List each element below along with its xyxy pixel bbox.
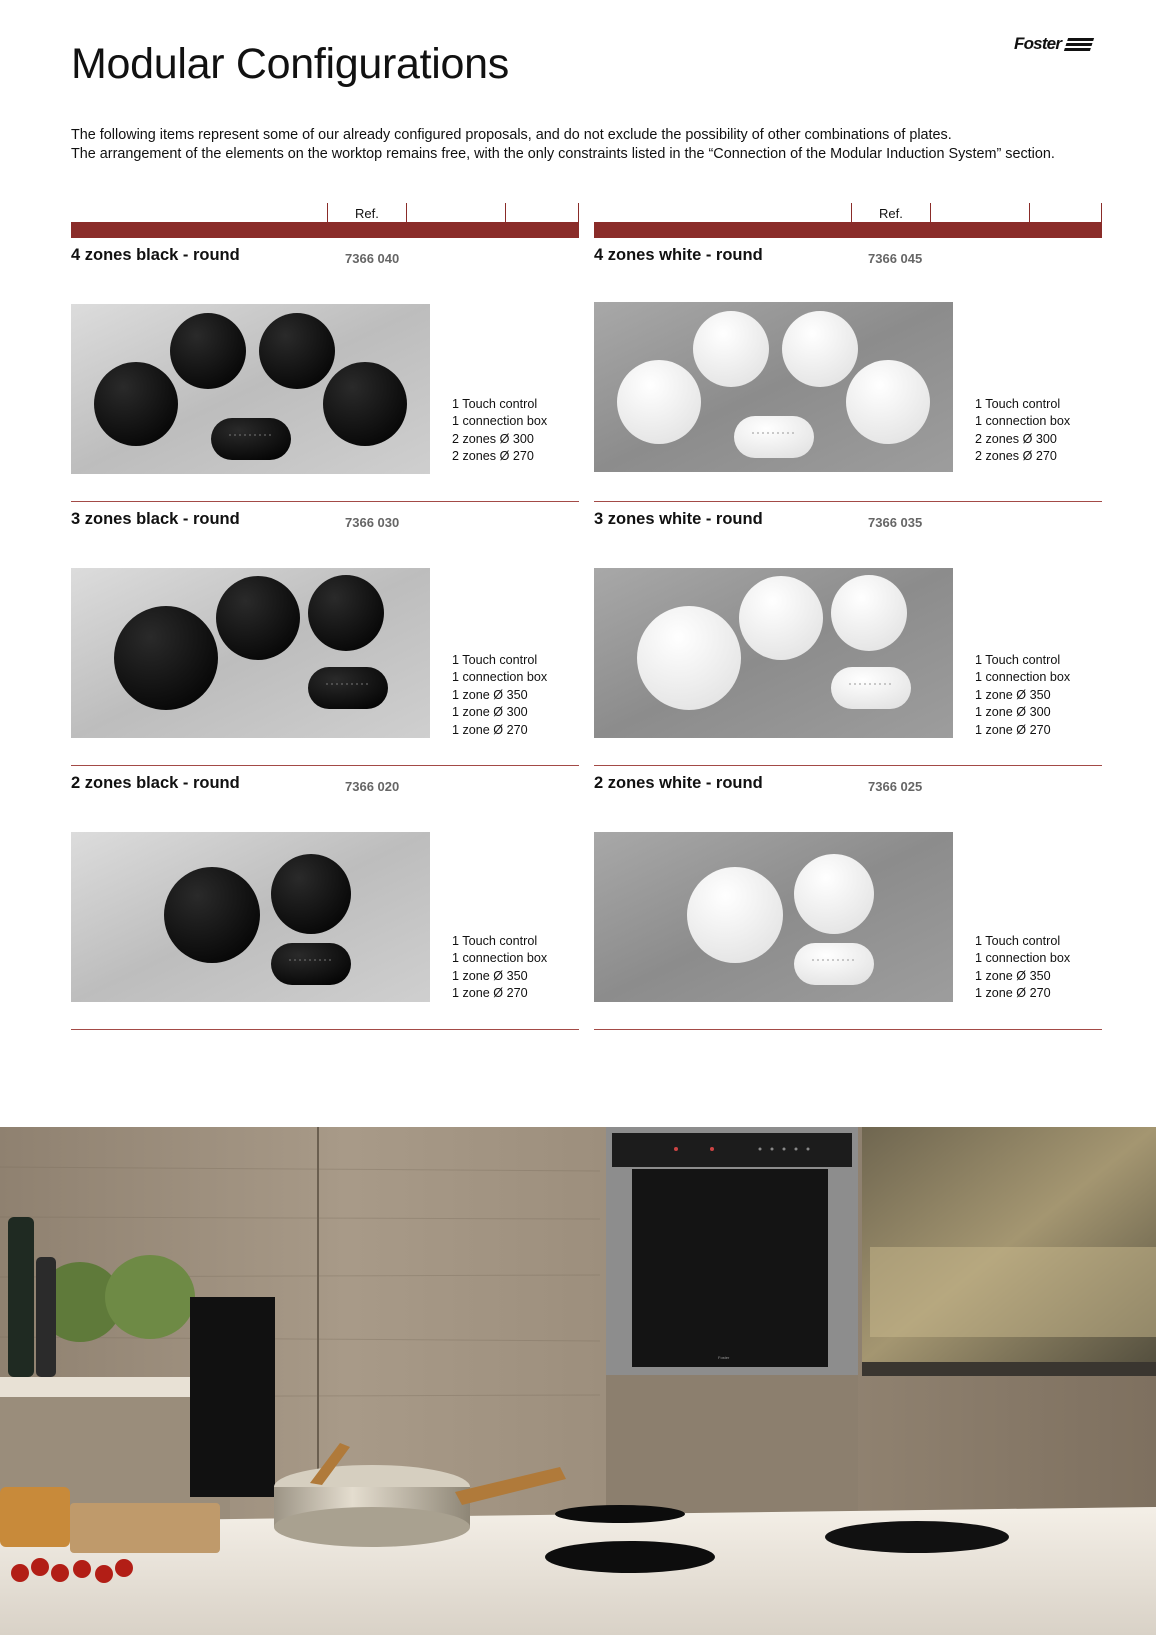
item-ref: 7366 020 [345,779,400,794]
spec-line: 1 connection box [452,414,548,429]
item-4-zones-white [594,238,1102,502]
item-specs [975,396,1070,466]
spec-line: 1 Touch control [452,934,538,948]
item-ref: 7366 025 [868,779,923,794]
hob-image-2-zones-white [594,832,953,1002]
item-name: 2 zones white - round [594,774,763,792]
spec-line: 2 zones Ø 270 [975,449,1057,464]
hob-image-3-zones-black [71,568,430,738]
right-column [594,200,1102,1030]
item-3-zones-white [594,502,1102,766]
oven-brand: Foster [718,1355,730,1360]
item-specs [975,652,1070,739]
spec-line: 1 zone Ø 270 [975,986,1051,1001]
item-ref: 7366 045 [868,251,923,266]
spec-line: 2 zones Ø 300 [975,431,1057,446]
item-2-zones-black [71,766,579,1030]
item-ref: 7366 030 [345,515,400,530]
item-ref: 7366 040 [345,251,400,266]
item-specs [452,933,547,1003]
header-bar [594,222,1102,238]
item-specs [975,933,1070,1003]
brand-logo [1014,34,1092,54]
item-4-zones-black [71,238,579,502]
item-3-zones-black [71,502,579,766]
spec-line: 2 zones Ø 270 [452,449,534,464]
ref-header: Ref. [879,206,903,221]
hob-image-3-zones-white [594,568,953,738]
spec-line: 1 zone Ø 300 [452,705,528,720]
spec-line: 1 connection box [452,951,548,966]
intro-line-1: The following items represent some of our already configured proposals, and do not exclude the possibility of other combinations of plates. [71,127,952,143]
spec-line: 1 Touch control [975,397,1061,411]
spec-line: 1 zone Ø 350 [452,968,528,983]
ref-header: Ref. [355,206,379,221]
spec-line: 1 connection box [975,951,1071,966]
page-title: Modular Configurations [71,40,509,88]
hob-image-4-zones-black [71,304,430,474]
spec-line: 1 zone Ø 270 [452,986,528,1001]
left-column [71,200,579,1030]
spec-line: 1 connection box [975,414,1071,429]
item-2-zones-white [594,766,1102,1030]
spec-line: 1 zone Ø 350 [452,687,528,702]
item-specs [452,396,547,466]
column-header [594,200,1102,238]
hob-image-4-zones-white [594,302,953,472]
spec-line: 1 zone Ø 350 [975,968,1051,983]
spec-line: 1 zone Ø 300 [975,705,1051,720]
spec-line: 1 connection box [975,670,1071,685]
hob-image-2-zones-black [71,832,430,1002]
item-name: 4 zones white - round [594,246,763,264]
item-name: 3 zones black - round [71,510,240,528]
item-name: 4 zones black - round [71,246,240,264]
intro-text [71,126,1131,164]
spec-line: 1 Touch control [452,397,538,411]
spec-line: 1 zone Ø 270 [975,722,1051,737]
spec-line: 1 connection box [452,670,548,685]
logo-text: Foster [1014,34,1062,53]
column-header [71,200,579,238]
spec-line: 2 zones Ø 300 [452,431,534,446]
item-specs [452,652,547,739]
spec-line: 1 zone Ø 350 [975,687,1051,702]
spec-line: 1 Touch control [975,653,1061,667]
item-name: 3 zones white - round [594,510,763,528]
logo-mark-icon [1064,38,1094,51]
item-name: 2 zones black - round [71,774,240,792]
kitchen-photo [0,1127,1156,1635]
item-ref: 7366 035 [868,515,923,530]
spec-line: 1 zone Ø 270 [452,722,528,737]
intro-line-2: The arrangement of the elements on the worktop remains free, with the only constraints listed in the “Connection of the Modular Induction System” section. [71,146,1055,162]
header-bar [71,222,579,238]
spec-line: 1 Touch control [975,934,1061,948]
spec-line: 1 Touch control [452,653,538,667]
